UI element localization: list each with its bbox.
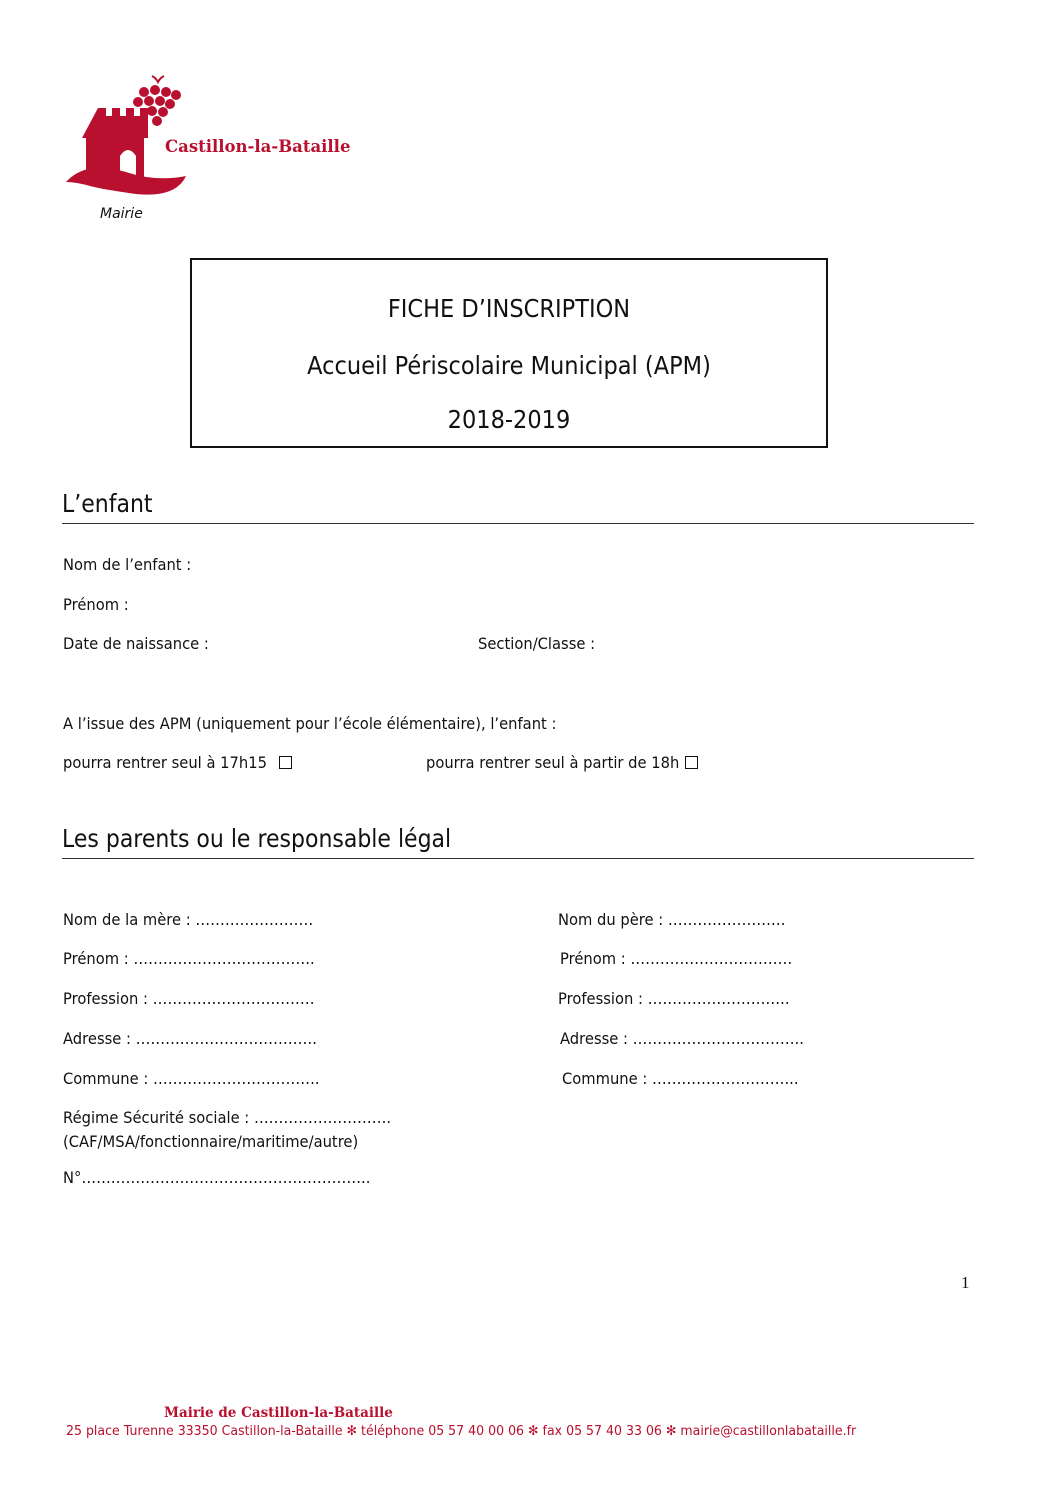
mother-address-field[interactable]: Adresse : ………………………………. [63, 1029, 317, 1048]
option-18h-label: pourra rentrer seul à partir de 18h [426, 753, 680, 772]
form-subtitle: Accueil Périscolaire Municipal (APM) [307, 351, 711, 380]
father-name-field[interactable]: Nom du père : …………………… [558, 910, 786, 929]
parents-section-heading: Les parents ou le responsable légal [62, 824, 974, 859]
father-address-field[interactable]: Adresse : …………………………….. [560, 1029, 804, 1048]
option-1715[interactable] [63, 753, 292, 773]
form-title: FICHE D’INSCRIPTION [387, 294, 631, 323]
mother-profession-field[interactable]: Profession : …………………………… [63, 989, 315, 1008]
checkbox-18h[interactable] [685, 756, 698, 769]
child-firstname-label: Prénom : [63, 595, 129, 614]
father-profession-field[interactable]: Profession : ……………………….. [558, 989, 790, 1008]
logo-subtitle: Mairie [100, 206, 143, 222]
footer-title: Mairie de Castillon-la-Bataille [164, 1405, 393, 1421]
checkbox-1715[interactable] [279, 756, 292, 769]
social-security-options: (CAF/MSA/fonctionnaire/maritime/autre) [63, 1132, 359, 1151]
child-firstname-field[interactable] [63, 595, 134, 615]
father-firstname-field[interactable]: Prénom : …………………………… [560, 949, 793, 968]
child-name-label: Nom de l’enfant : [63, 555, 192, 574]
exit-intro: A l’issue des APM (uniquement pour l’école élémentaire), l’enfant : [63, 714, 557, 733]
footer-contact: 25 place Turenne 33350 Castillon-la-Bataille ✻ téléphone 05 57 40 00 06 ✻ fax 05 57 40 33 06 ✻ mairie@castillonlabataille.fr [66, 1423, 857, 1439]
social-security-field[interactable]: Régime Sécurité sociale : ………………………. [63, 1108, 392, 1127]
social-security-number-field[interactable]: N°………………………………………………….. [63, 1168, 371, 1187]
class-label: Section/Classe : [478, 634, 596, 653]
option-18h[interactable] [426, 753, 698, 773]
child-section-heading: L’enfant [62, 489, 974, 524]
child-name-field[interactable] [63, 555, 202, 575]
mother-name-field[interactable]: Nom de la mère : …………………… [63, 910, 314, 929]
mother-firstname-field[interactable]: Prénom : ………………………………. [63, 949, 315, 968]
mother-town-field[interactable]: Commune : ……………………………. [63, 1069, 320, 1088]
birthdate-label: Date de naissance : [63, 634, 209, 653]
class-field[interactable] [478, 634, 605, 654]
title-box [190, 258, 828, 448]
father-town-field[interactable]: Commune : ………………………... [562, 1069, 799, 1088]
option-1715-label: pourra rentrer seul à 17h15 [63, 753, 267, 772]
logo-name: Castillon-la-Bataille [165, 137, 351, 156]
school-year: 2018-2019 [447, 405, 571, 434]
birthdate-field[interactable] [63, 634, 222, 654]
page-number: 1 [961, 1273, 970, 1292]
